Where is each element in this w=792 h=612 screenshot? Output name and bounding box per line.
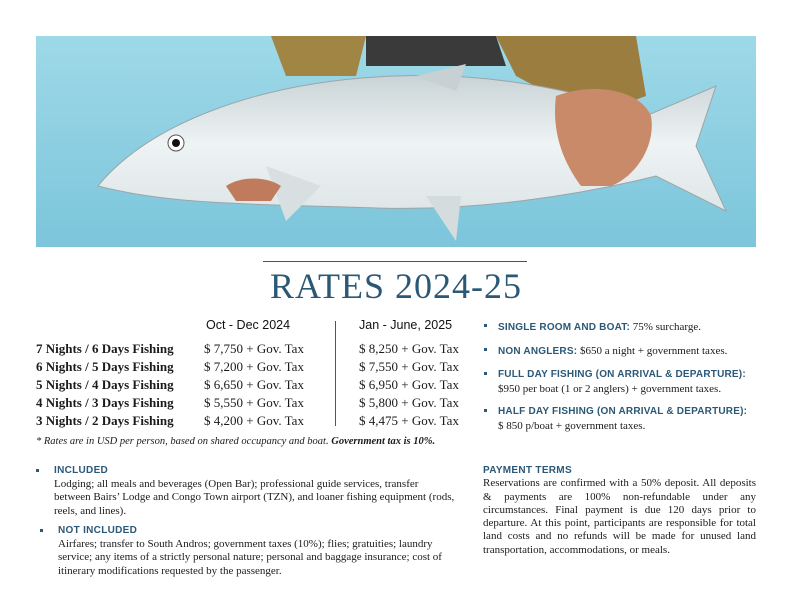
included-text: Lodging; all meals and beverages (Open Bar); professional guide services, transfer between Bairs’ Lodge and Congo Town airport (TZN), and loaner fishing equipment (rods, reels, and lines). [54, 477, 455, 517]
rate-price-jan-june: $ 7,550 + Gov. Tax [359, 359, 459, 374]
bullet-icon [484, 324, 487, 327]
included-title: INCLUDED [54, 465, 109, 476]
rate-label: 3 Nights / 2 Days Fishing [36, 413, 174, 428]
payment-title: PAYMENT TERMS [483, 465, 572, 476]
rate-price-jan-june: $ 4,475 + Gov. Tax [359, 413, 459, 428]
rate-price-oct-dec: $ 4,200 + Gov. Tax [204, 413, 304, 428]
footnote-text: * Rates are in USD per person, based on shared occupancy and boat. [36, 436, 329, 447]
hero-photo [36, 36, 756, 247]
included-section [36, 464, 456, 518]
rate-label: 7 Nights / 6 Days Fishing [36, 341, 174, 356]
bullet-icon [484, 409, 487, 412]
option-title: HALF DAY FISHING (ON ARRIVAL & DEPARTURE): [498, 406, 748, 417]
bullet-icon [36, 469, 39, 472]
footnote-tax: Government tax is 10%. [331, 436, 436, 447]
rate-price-oct-dec: $ 7,200 + Gov. Tax [204, 359, 304, 374]
table-row [36, 340, 476, 358]
rate-price-oct-dec: $ 6,650 + Gov. Tax [204, 377, 304, 392]
rate-price-jan-june: $ 5,800 + Gov. Tax [359, 395, 459, 410]
option-title: FULL DAY FISHING (ON ARRIVAL & DEPARTURE): [498, 369, 746, 380]
rate-price-oct-dec: $ 5,550 + Gov. Tax [204, 395, 304, 410]
option-text: $950 per boat (1 or 2 anglers) + government taxes. [498, 383, 722, 395]
list-item [484, 368, 764, 396]
table-row [36, 376, 476, 394]
col-header-jan-june: Jan - June, 2025 [359, 318, 453, 332]
option-title: SINGLE ROOM AND BOAT: [498, 322, 630, 333]
option-text: 75% surcharge. [629, 321, 701, 333]
page-title: RATES 2024-25 [269, 266, 522, 306]
table-row [36, 412, 476, 430]
option-text: $650 a night + government taxes. [577, 345, 728, 357]
bullet-icon [484, 348, 487, 351]
rate-price-oct-dec: $ 7,750 + Gov. Tax [204, 341, 304, 356]
table-row [36, 394, 476, 412]
rate-price-jan-june: $ 6,950 + Gov. Tax [359, 377, 459, 392]
option-text: $ 850 p/boat + government taxes. [498, 420, 646, 432]
options-list [484, 320, 764, 442]
rate-label: 5 Nights / 4 Days Fishing [36, 377, 174, 392]
table-row [36, 358, 476, 376]
bullet-icon [40, 529, 43, 532]
list-item [484, 344, 764, 359]
bullet-icon [484, 372, 487, 375]
not-included-text: Airfares; transfer to South Andros; government taxes (10%); flies; gratuities; laundry service; any items of a strictly personal nature; personal and baggage insurance; cost of itinerary modifications requested by the passenger. [58, 537, 442, 577]
option-title: NON ANGLERS: [498, 346, 578, 357]
payment-text: Reservations are confirmed with a 50% deposit. All deposits & payments are 100% non-refundable under any circumstances. Final payment is due 120 days prior to departure. At this point, participants are responsible for total land costs and no refunds will be made for unused land transportation, accommodations, or meals. [483, 477, 756, 556]
rates-footnote [36, 436, 435, 447]
rate-label: 6 Nights / 5 Days Fishing [36, 359, 174, 374]
rate-label: 4 Nights / 3 Days Fishing [36, 395, 174, 410]
not-included-title: NOT INCLUDED [58, 525, 138, 536]
payment-terms-section [483, 464, 756, 557]
col-header-oct-dec: Oct - Dec 2024 [206, 318, 291, 332]
not-included-section [40, 524, 460, 578]
list-item [484, 320, 764, 335]
list-item [484, 405, 764, 433]
title-rule [263, 261, 527, 262]
rate-price-jan-june: $ 8,250 + Gov. Tax [359, 341, 459, 356]
